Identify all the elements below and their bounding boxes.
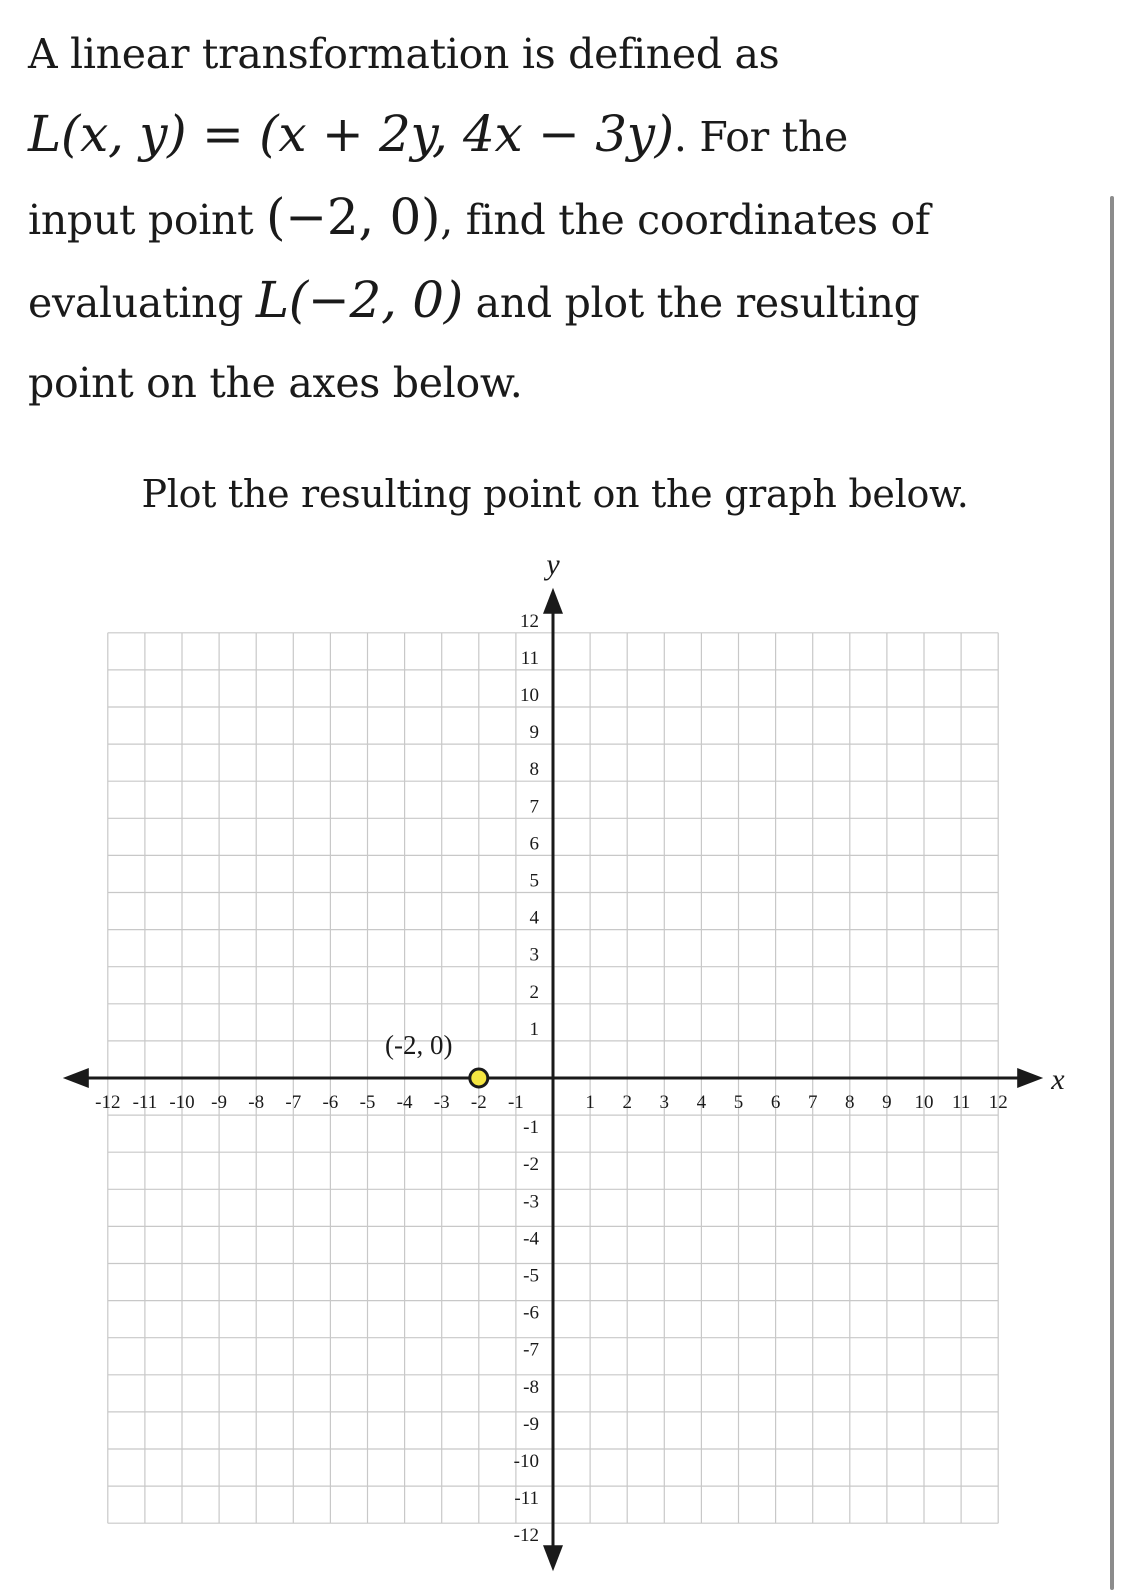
evaluation-expression: L(−2, 0) [255,271,463,329]
question-line-2-tail: . For the [673,113,848,161]
y-tick-label: -1 [523,1117,539,1139]
x-tick-label: 3 [659,1092,670,1113]
input-point: (−2, 0) [266,188,441,246]
y-tick-label: -7 [523,1339,539,1361]
x-tick-label: -7 [285,1092,302,1113]
question-line-4-pre: evaluating [28,279,244,327]
question-line-3-pre: input point [28,196,254,244]
y-tick-label: 4 [529,907,539,929]
y-axis-arrow-up [543,588,563,614]
y-tick-label: -3 [523,1191,539,1213]
question-line-5-text: point on the axes below. [28,359,523,407]
y-tick-label: 9 [529,722,539,744]
axes [63,550,1065,1571]
question-line-3-tail: , find the coordinates of [440,196,930,244]
question-line-1 [28,14,1068,94]
y-tick-label: 7 [529,796,539,818]
y-tick-label: -4 [523,1228,539,1250]
x-tick-label: -11 [132,1092,158,1113]
x-tick-label: -3 [433,1092,450,1113]
y-tick-label: -11 [514,1488,539,1510]
y-tick-label: 1 [529,1018,539,1040]
x-tick-label: 12 [988,1092,1008,1113]
x-tick-label: 5 [733,1092,744,1113]
x-axis-arrow-left [63,1068,89,1088]
x-tick-label: 11 [951,1092,971,1113]
x-tick-label: -12 [95,1092,121,1113]
y-tick-label: -5 [523,1265,539,1287]
y-tick-label: 5 [529,870,539,892]
y-tick-label: -8 [523,1376,539,1398]
y-tick-label: 3 [529,944,539,966]
x-tick-label: 1 [585,1092,595,1113]
plotted-point-label: (-2, 0) [385,1030,453,1060]
x-axis-label: x [1051,1063,1065,1096]
y-tick-label: 12 [520,610,539,632]
x-tick-label: 10 [914,1092,934,1113]
y-tick-label: -2 [523,1154,539,1176]
x-tick-label: 4 [696,1092,707,1113]
x-tick-label: -6 [322,1092,339,1113]
question-line-4 [28,260,1068,343]
y-tick-label: -12 [513,1525,539,1547]
x-tick-label: -1 [507,1092,524,1113]
transformation-formula: L(x, y) = (x + 2y, 4x − 3y) [28,105,674,163]
x-tick-label: -10 [169,1092,195,1113]
y-tick-label: 2 [529,981,539,1003]
x-axis-arrow-right [1017,1068,1043,1088]
question-line-2 [28,94,1068,177]
x-tick-label: 9 [882,1092,892,1113]
y-tick-label: 11 [520,647,539,669]
x-tick-label: -9 [211,1092,228,1113]
question-line-3 [28,177,1068,260]
plotted-point[interactable] [470,1069,488,1087]
x-tick-label: -4 [396,1092,413,1113]
plot-instruction: Plot the resulting point on the graph below. [141,472,969,516]
x-tick-label: -2 [470,1092,487,1113]
scrollbar[interactable] [1110,196,1114,1590]
y-tick-label: 6 [529,833,539,855]
question-line-1-text: A linear transformation is defined as [28,30,780,78]
y-tick-label: -9 [523,1413,539,1435]
x-tick-label: -8 [248,1092,265,1113]
y-axis-label: y [546,550,560,581]
y-tick-label: -6 [523,1302,539,1324]
coordinate-plane[interactable] [0,550,1110,1590]
y-tick-label: 8 [529,759,539,781]
x-tick-label: 2 [622,1092,632,1113]
question-text [28,14,1068,423]
question-line-4-tail: and plot the resulting [475,279,920,327]
x-tick-label: -5 [359,1092,376,1113]
x-tick-label: 7 [807,1092,818,1113]
x-tick-label: 6 [770,1092,781,1113]
y-tick-label: 10 [520,685,539,706]
y-tick-label: -10 [513,1451,539,1472]
y-axis-arrow-down [543,1545,563,1571]
question-line-5 [28,343,1068,423]
x-tick-label: 8 [845,1092,855,1113]
